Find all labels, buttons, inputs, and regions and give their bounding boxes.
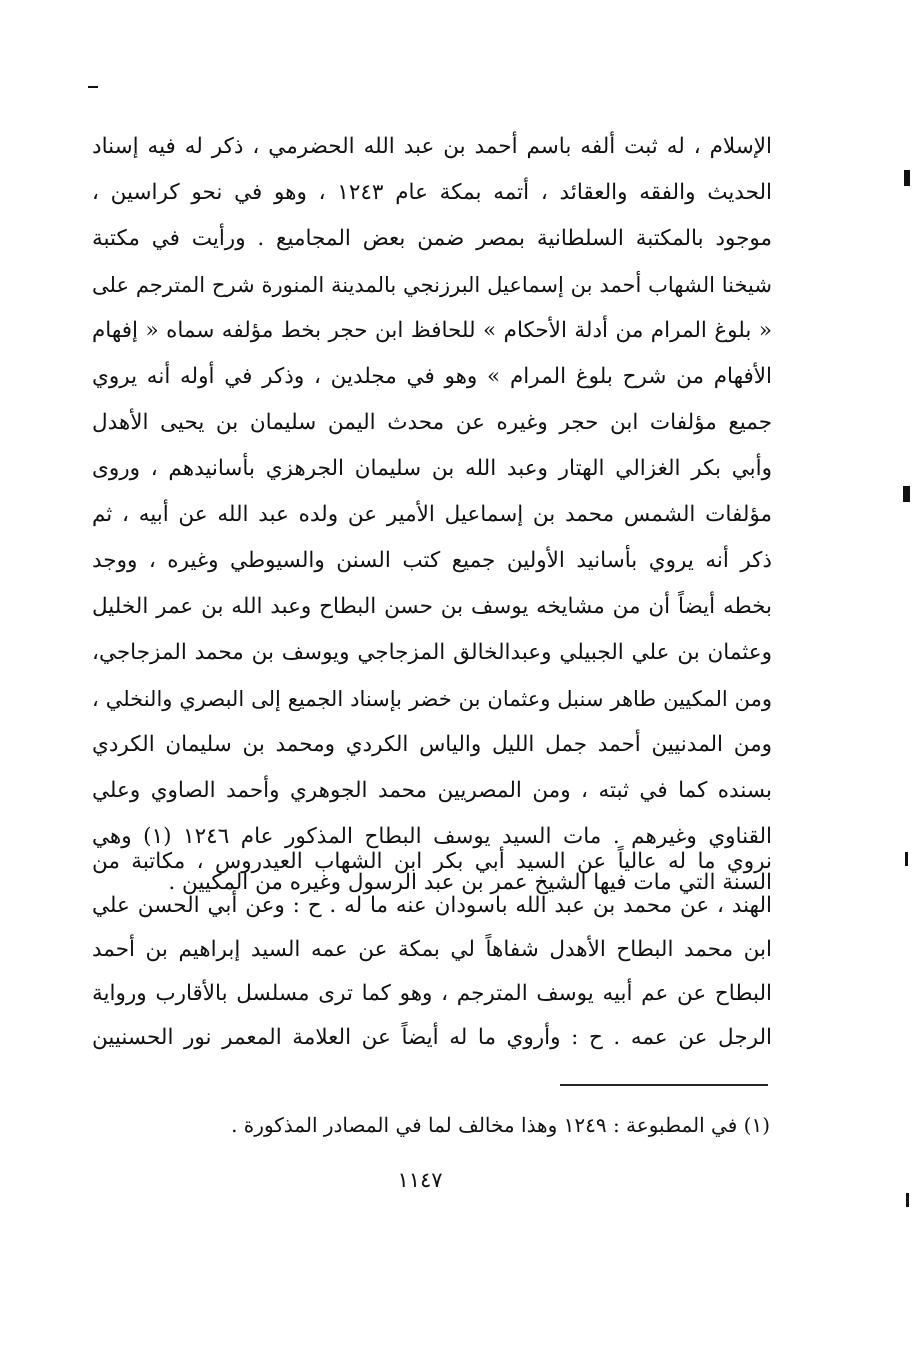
- text-line: بخطه أيضاً أن من مشايخه يوسف بن حسن البطاح وعبد الله بن عمر الخليل: [92, 594, 772, 619]
- text-line: مؤلفات الشمس محمد بن إسماعيل الأمير عن ولده عبد الله عن أبيه ، ثم: [92, 502, 772, 527]
- text-line: شيخنا الشهاب أحمد بن إسماعيل البرزنجي بالمدينة المنورة شرح المترجم على: [92, 273, 772, 297]
- scan-mark: [904, 170, 910, 186]
- text-line: القناوي وغيرهم . مات السيد يوسف البطاح المذكور عام ١٢٤٦ (١) وهي: [92, 824, 772, 849]
- text-line: وعثمان بن علي الجبيلي وعبدالخالق المزجاجي ويوسف بن محمد المزجاجي،: [92, 640, 772, 665]
- text-line: وأبي بكر الغزالي الهتار وعبد الله بن سليمان الجرهزي بأسانيدهم ، وروى: [92, 456, 772, 481]
- text-line: ومن المدنيين أحمد جمل الليل والياس الكردي ومحمد بن سليمان الكردي: [92, 732, 772, 757]
- text-line: الإسلام ، له ثبت ألفه باسم أحمد بن عبد الله الحضرمي ، ذكر له فيه إسناد: [92, 134, 772, 159]
- scan-mark: [906, 1193, 909, 1207]
- text-line: نروي ما له عالياً عن السيد أبي بكر ابن الشهاب العيدروس ، مكاتبة من: [92, 849, 772, 874]
- text-line: الحديث والفقه والعقائد ، أتمه بمكة عام ١٢٤٣ ، وهو في نحو كراسين ،: [92, 180, 772, 205]
- text-line: ذكر أنه يروي بأسانيد الأولين جميع كتب السنن والسيوطي وغيره ، ووجد: [92, 548, 772, 573]
- text-line: الرجل عن عمه . ح : وأروي ما له أيضاً عن العلامة المعمر نور الحسنيين: [92, 1025, 772, 1050]
- text-line: ومن المكيين طاهر سنبل وعثمان بن خضر بإسناد الجميع إلى البصري والنخلي ،: [92, 687, 772, 711]
- page-number: ١١٤٧: [397, 1168, 443, 1192]
- text-line: ابن محمد البطاح الأهدل شفاهاً لي بمكة عن عمه السيد إبراهيم بن أحمد: [92, 937, 772, 962]
- text-line: البطاح عن عم أبيه يوسف المترجم ، وهو كما ترى مسلسل بالأقارب ورواية: [92, 981, 772, 1006]
- text-line: الأفهام من شرح بلوغ المرام » وهو في مجلدين ، وذكر في أوله أنه يروي: [92, 364, 772, 389]
- scan-mark: [905, 852, 908, 866]
- scan-mark: [903, 486, 910, 502]
- text-line: بسنده كما في ثبته ، ومن المصريين محمد الجوهري وأحمد الصاوي وعلي: [92, 778, 772, 803]
- text-line: « بلوغ المرام من أدلة الأحكام » للحافظ ابن حجر بخط مؤلفه سماه « إفهام: [92, 318, 772, 343]
- text-line: جميع مؤلفات ابن حجر وغيره عن محدث اليمن سليمان بن يحيى الأهدل: [92, 410, 772, 435]
- paragraph-biography: [92, 124, 772, 906]
- footnote: (١) في المطبوعة : ١٢٤٩ وهذا مخالف لما في المصادر المذكورة .: [231, 1113, 770, 1137]
- footnote-separator: [560, 1084, 768, 1086]
- paragraph-chain-of-narration: [92, 840, 772, 1060]
- text-line: السنة التي مات فيها الشيخ عمر بن عبد الرسول وغيره من المكيين .: [168, 870, 772, 895]
- text-line: موجود بالمكتبة السلطانية بمصر ضمن بعض المجاميع . ورأيت في مكتبة: [92, 226, 772, 251]
- scan-mark: [88, 86, 98, 88]
- text-line: الهند ، عن محمد بن عبد الله باسودان عنه ما له . ح : وعن أبي الحسن علي: [92, 893, 772, 918]
